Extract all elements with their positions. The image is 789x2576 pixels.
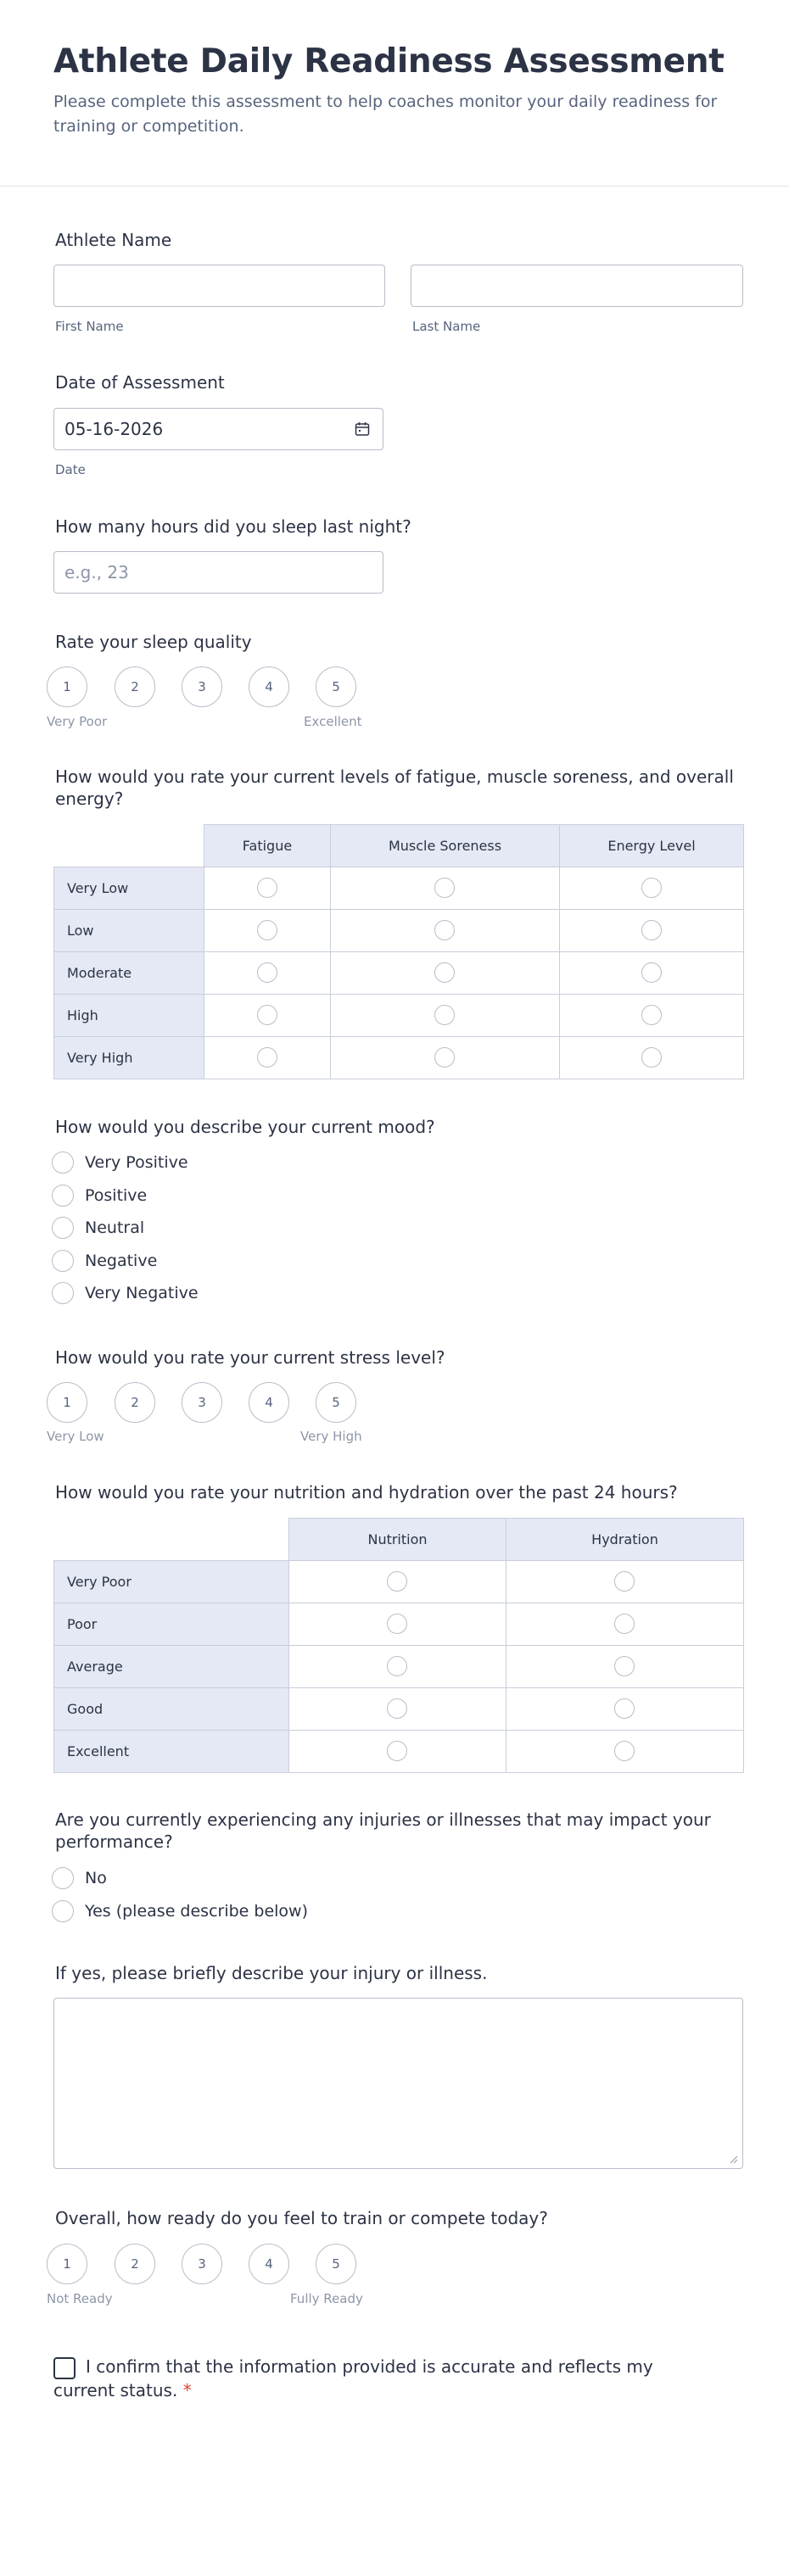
readiness-high-label: Fully Ready [290,2291,363,2306]
matrix-radio-good-nutrition[interactable] [387,1698,407,1719]
stress-low-label: Very Low [47,1429,104,1444]
sleep-quality-low-label: Very Poor [47,714,108,729]
matrix-radio-poor-hydration[interactable] [614,1614,635,1634]
fatigue-matrix-label: How would you rate your current levels of fatigue, muscle soreness, and overall energy? [55,767,734,809]
confirm-text-block [53,2355,664,2402]
matrix-radio-high-energy-level[interactable] [641,1005,662,1025]
matrix-row-label-low: Low [53,909,204,952]
matrix-radio-excellent-nutrition[interactable] [387,1741,407,1761]
matrix-row-label-good: Good [53,1687,289,1731]
stress-option-5[interactable]: 5 [316,1382,356,1423]
matrix-radio-moderate-fatigue[interactable] [257,962,277,983]
matrix-row-label-high: High [53,994,204,1037]
matrix-radio-very-high-energy-level[interactable] [641,1047,662,1068]
matrix-radio-very-poor-nutrition[interactable] [387,1571,407,1592]
date-input[interactable] [53,408,383,450]
matrix-radio-very-poor-hydration[interactable] [614,1571,635,1592]
matrix-column-header-energy-level: Energy Level [559,824,744,867]
sleep-quality-label: Rate your sleep quality [55,632,252,652]
matrix-radio-very-low-fatigue[interactable] [257,878,277,898]
matrix-radio-very-high-fatigue[interactable] [257,1047,277,1068]
stress-option-4[interactable]: 4 [249,1382,289,1423]
injury-radio-no[interactable] [52,1867,74,1889]
mood-radio-very-positive[interactable] [52,1151,74,1174]
stress-option-1[interactable]: 1 [47,1382,87,1423]
readiness-option-4[interactable]: 4 [249,2244,289,2284]
required-mark: * [182,2380,192,2400]
matrix-radio-low-muscle-soreness[interactable] [434,920,455,940]
matrix-radio-excellent-hydration[interactable] [614,1741,635,1761]
matrix-column-header-hydration: Hydration [506,1518,744,1561]
matrix-radio-low-fatigue[interactable] [257,920,277,940]
matrix-radio-moderate-muscle-soreness[interactable] [434,962,455,983]
stress-option-3[interactable]: 3 [182,1382,222,1423]
sleep-quality-option-3[interactable]: 3 [182,666,222,707]
readiness-option-2[interactable]: 2 [115,2244,155,2284]
stress-high-label: Very High [300,1429,362,1444]
matrix-radio-very-high-muscle-soreness[interactable] [434,1047,455,1068]
matrix-row-label-very-poor: Very Poor [53,1560,289,1603]
matrix-radio-moderate-energy-level[interactable] [641,962,662,983]
matrix-column-header-muscle-soreness: Muscle Soreness [330,824,560,867]
mood-label: How would you describe your current mood? [55,1117,435,1137]
matrix-radio-poor-nutrition[interactable] [387,1614,407,1634]
form-title: Athlete Daily Readiness Assessment [53,42,725,81]
matrix-column-header-nutrition: Nutrition [288,1518,506,1561]
matrix-column-header-fatigue: Fatigue [204,824,331,867]
mood-option-label[interactable]: Positive [85,1185,148,1205]
matrix-row-label-moderate: Moderate [53,951,204,995]
matrix-row-label-average: Average [53,1645,289,1688]
date-label: Date of Assessment [55,372,225,393]
injury-radio-yes-please-describe-below[interactable] [52,1900,74,1922]
matrix-row-label-poor: Poor [53,1603,289,1646]
matrix-row-label-very-low: Very Low [53,867,204,910]
matrix-radio-high-muscle-soreness[interactable] [434,1005,455,1025]
readiness-option-3[interactable]: 3 [182,2244,222,2284]
readiness-label: Overall, how ready do you feel to train or compete today? [55,2208,548,2228]
sleep-quality-option-1[interactable]: 1 [47,666,87,707]
form-header [0,0,789,187]
matrix-radio-very-low-muscle-soreness[interactable] [434,878,455,898]
sleep-quality-option-2[interactable]: 2 [115,666,155,707]
matrix-radio-average-hydration[interactable] [614,1656,635,1676]
athlete-name-label: Athlete Name [55,230,172,250]
nutrition-matrix-label: How would you rate your nutrition and hydration over the past 24 hours? [55,1482,678,1503]
calendar-icon[interactable] [354,421,371,438]
matrix-radio-high-fatigue[interactable] [257,1005,277,1025]
injury-option-label[interactable]: Yes (please describe below) [85,1902,309,1921]
sleep-hours-label: How many hours did you sleep last night? [55,516,411,537]
mood-radio-positive[interactable] [52,1185,74,1207]
matrix-radio-average-nutrition[interactable] [387,1656,407,1676]
mood-radio-neutral[interactable] [52,1217,74,1239]
injury-desc-label: If yes, please briefly describe your injury or illness. [55,1963,488,1983]
matrix-radio-low-energy-level[interactable] [641,920,662,940]
sleep-quality-option-5[interactable]: 5 [316,666,356,707]
last-name-input[interactable] [411,265,743,307]
date-value: 05-16-2026 [64,419,164,439]
injury-option-label[interactable]: No [85,1869,107,1887]
matrix-radio-very-low-energy-level[interactable] [641,878,662,898]
first-name-sublabel: First Name [55,319,124,334]
form-subtitle: Please complete this assessment to help coaches monitor your daily readiness for training or competition. [53,92,718,136]
mood-option-label[interactable]: Neutral [85,1218,145,1237]
mood-option-label[interactable]: Very Positive [85,1153,188,1172]
mood-option-label[interactable]: Very Negative [85,1284,199,1302]
matrix-row-label-very-high: Very High [53,1036,204,1079]
readiness-option-1[interactable]: 1 [47,2244,87,2284]
readiness-option-5[interactable]: 5 [316,2244,356,2284]
injury-label: Are you currently experiencing any injuries or illnesses that may impact your performance? [55,1809,711,1852]
date-sublabel: Date [55,462,86,477]
confirm-text: I confirm that the information provided is accurate and reflects my current status. [53,2356,653,2400]
readiness-low-label: Not Ready [47,2291,113,2306]
first-name-input[interactable] [53,265,385,307]
mood-radio-negative[interactable] [52,1250,74,1272]
injury-desc-textarea[interactable] [53,1998,743,2169]
sleep-hours-input[interactable]: e.g., 23 [53,551,383,594]
mood-option-label[interactable]: Negative [85,1251,158,1270]
resize-handle-icon[interactable] [730,2155,738,2164]
matrix-radio-good-hydration[interactable] [614,1698,635,1719]
mood-radio-very-negative[interactable] [52,1282,74,1304]
last-name-sublabel: Last Name [412,319,481,334]
sleep-quality-high-label: Excellent [304,714,362,729]
sleep-quality-option-4[interactable]: 4 [249,666,289,707]
stress-label: How would you rate your current stress level? [55,1347,445,1368]
stress-option-2[interactable]: 2 [115,1382,155,1423]
matrix-row-label-excellent: Excellent [53,1730,289,1773]
